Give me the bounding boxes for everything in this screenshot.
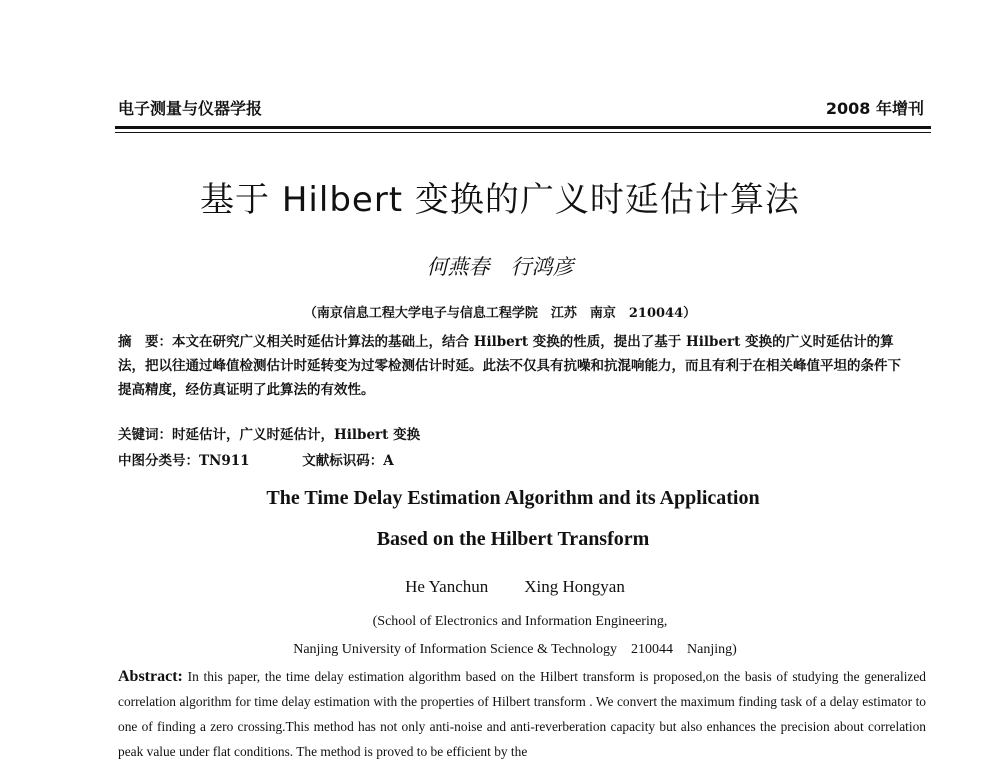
document-code-label: 文献标识码：	[302, 453, 384, 469]
classification-value: TN911	[199, 453, 250, 469]
abstract-en-label: Abstract:	[118, 668, 183, 685]
journal-name: 电子测量与仪器学报	[118, 99, 263, 118]
paper-title-en-line2: Based on the Hilbert Transform	[376, 528, 650, 550]
classification-label: 中图分类号：	[118, 453, 199, 469]
authors-cn: 何燕春 行鸿彦	[426, 255, 574, 279]
author-en-1: He Yanchun	[405, 577, 489, 596]
abstract-cn-label: 摘 要：	[118, 334, 172, 350]
author-en-2: Xing Hongyan	[524, 577, 625, 596]
keywords-cn-label: 关键词：	[118, 427, 172, 443]
classification-line	[118, 449, 394, 469]
paper-title-en-line1: The Time Delay Estimation Algorithm and its Application	[266, 487, 760, 509]
header-rule-thick	[115, 126, 931, 129]
abstract-cn-text: 本文在研究广义相关时延估计算法的基础上，结合 Hilbert 变换的性质，提出了基于 Hilbert 变换的广义时延估计的算法，把以往通过峰值检测估计时延转变为过零检测估计时延。此法不仅具有抗噪和抗混响能力，而且有利于在相关峰值平坦的条件下提高精度，经仿真证明了此算法的有效性。	[118, 334, 901, 398]
document-code-value: A	[383, 453, 394, 469]
abstract-en	[118, 664, 926, 764]
affiliation-cn: （南京信息工程大学电子与信息工程学院 江苏 南京 210044）	[303, 306, 697, 321]
paper-title-cn: 基于 Hilbert 变换的广义时延估计算法	[200, 180, 800, 220]
affiliation-en-line2: Nanjing University of Information Science & Technology 210044 Nanjing)	[293, 642, 737, 657]
keywords-cn	[118, 423, 420, 443]
authors-en	[0, 577, 1000, 597]
issue-year: 2008 年增刊	[825, 99, 924, 118]
abstract-en-text: In this paper, the time delay estimation algorithm based on the Hilbert transform is proposed,on the basis of studying the generalized correlation algorithm for time delay estimation with the properties of Hilbert transform . We convert the maximum finding task of a delay estimator to one of finding a zero crossing.This method has not only anti-noise and anti-reverberation capacity but also enhances the precision about correlation peak value under flat conditions. The method is proved to be efficient by the	[118, 669, 926, 759]
header-rule-thin	[115, 132, 931, 133]
affiliation-en-line1: (School of Electronics and Information Engineering,	[372, 614, 668, 629]
keywords-cn-text: 时延估计，广义时延估计，Hilbert 变换	[172, 427, 421, 443]
abstract-cn	[118, 330, 913, 402]
